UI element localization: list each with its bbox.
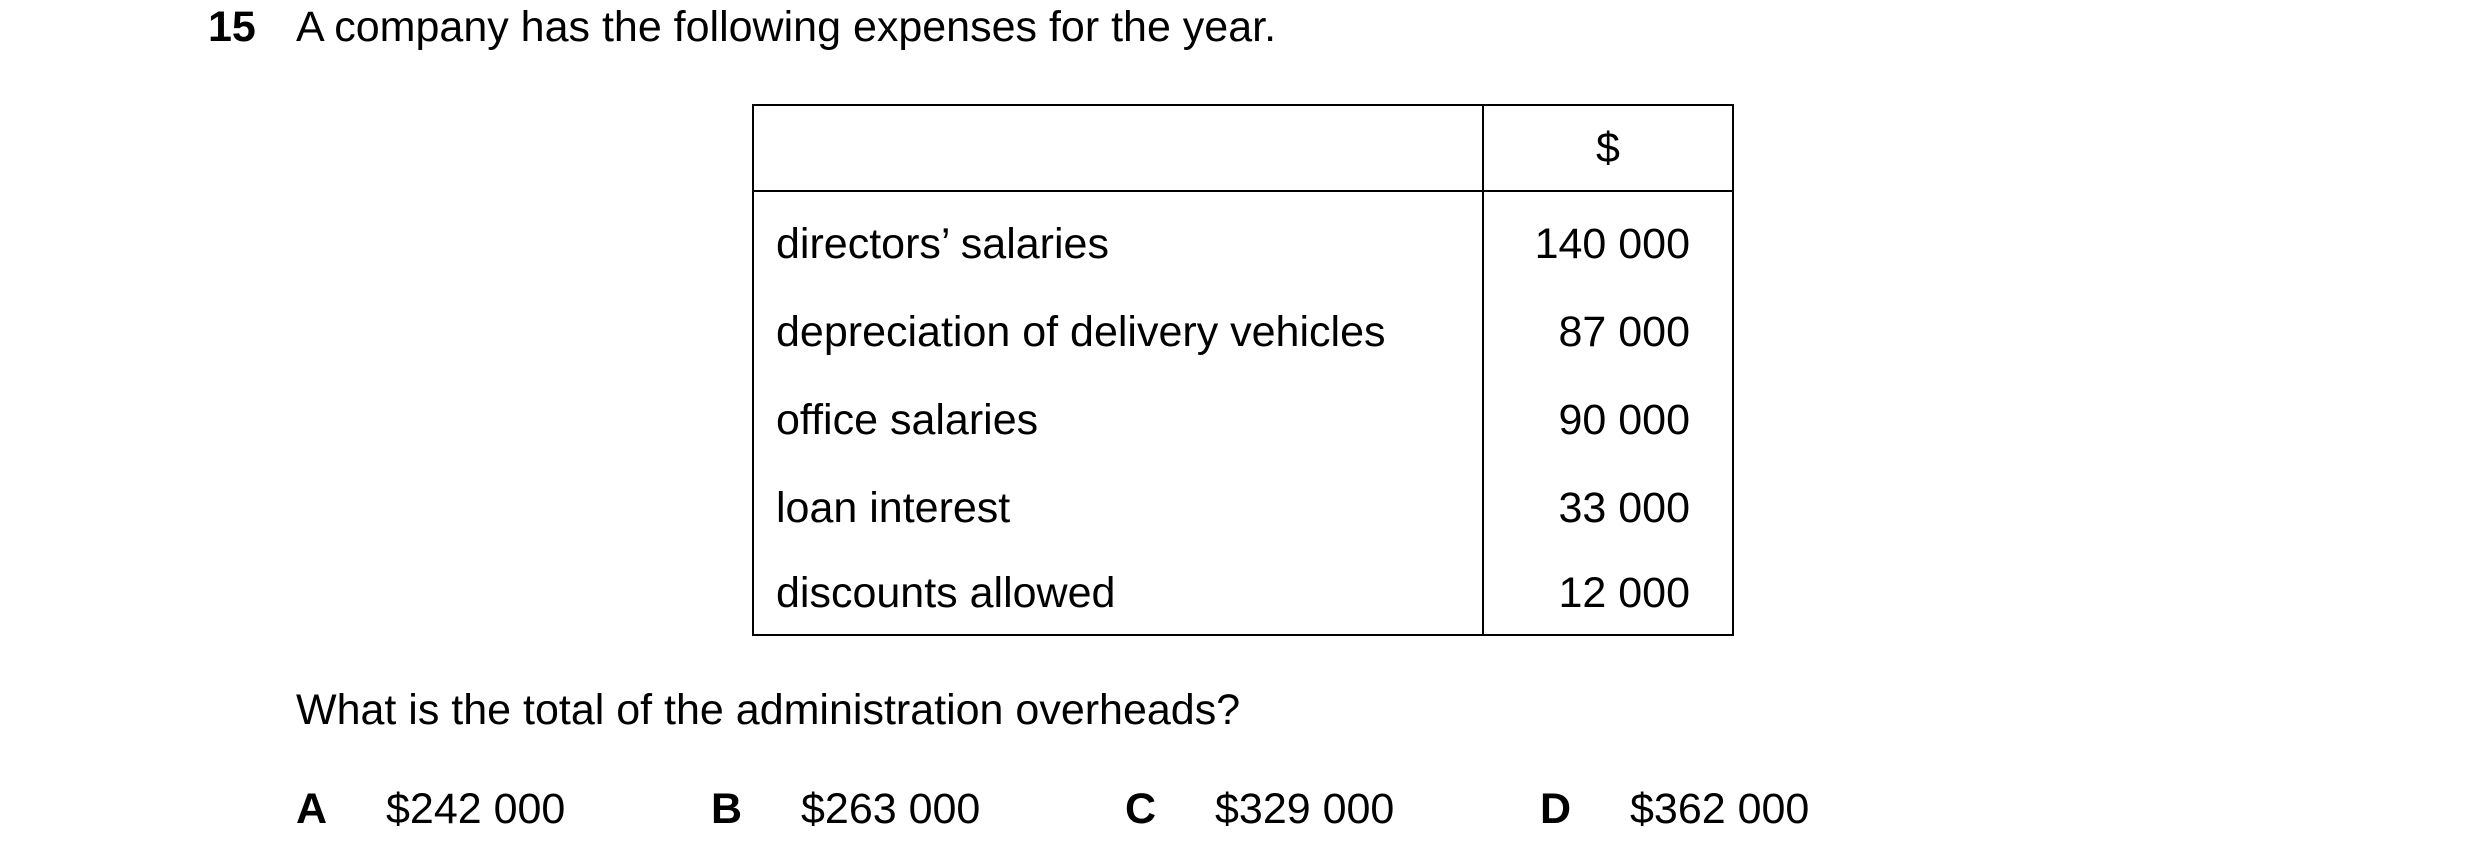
option-value: $263 000: [801, 785, 981, 833]
expense-item: office salaries: [753, 376, 1483, 464]
expense-item: depreciation of delivery vehicles: [753, 288, 1483, 376]
expense-amount: 87 000: [1483, 288, 1733, 376]
expenses-table: [752, 104, 1734, 636]
option-value: $362 000: [1630, 785, 1810, 833]
table-row: [753, 288, 1733, 376]
option-d[interactable]: [1540, 784, 1810, 834]
option-a[interactable]: [296, 784, 566, 834]
expense-item: loan interest: [753, 464, 1483, 552]
option-b[interactable]: [711, 784, 981, 834]
question-prompt: What is the total of the administration overheads?: [296, 686, 1241, 734]
table-row: [753, 376, 1733, 464]
option-letter: A: [296, 785, 328, 833]
expense-amount: 90 000: [1483, 376, 1733, 464]
expense-item: discounts allowed: [753, 552, 1483, 635]
question-number: 15: [208, 3, 256, 51]
expense-amount: 33 000: [1483, 464, 1733, 552]
option-c[interactable]: [1125, 784, 1395, 834]
expense-amount: 12 000: [1483, 552, 1733, 635]
table-row: [753, 464, 1733, 552]
table-header-row: [753, 105, 1733, 191]
table-row: [753, 191, 1733, 288]
option-value: $242 000: [386, 785, 566, 833]
option-letter: D: [1540, 785, 1572, 833]
option-letter: B: [711, 785, 743, 833]
option-letter: C: [1125, 785, 1157, 833]
option-value: $329 000: [1215, 785, 1395, 833]
expense-item: directors’ salaries: [753, 191, 1483, 288]
currency-header: $: [1483, 105, 1733, 191]
expense-amount: 140 000: [1483, 191, 1733, 288]
table-header-blank-cell: [753, 105, 1483, 191]
table-row: [753, 552, 1733, 635]
question-stem: A company has the following expenses for the year.: [296, 3, 1277, 51]
